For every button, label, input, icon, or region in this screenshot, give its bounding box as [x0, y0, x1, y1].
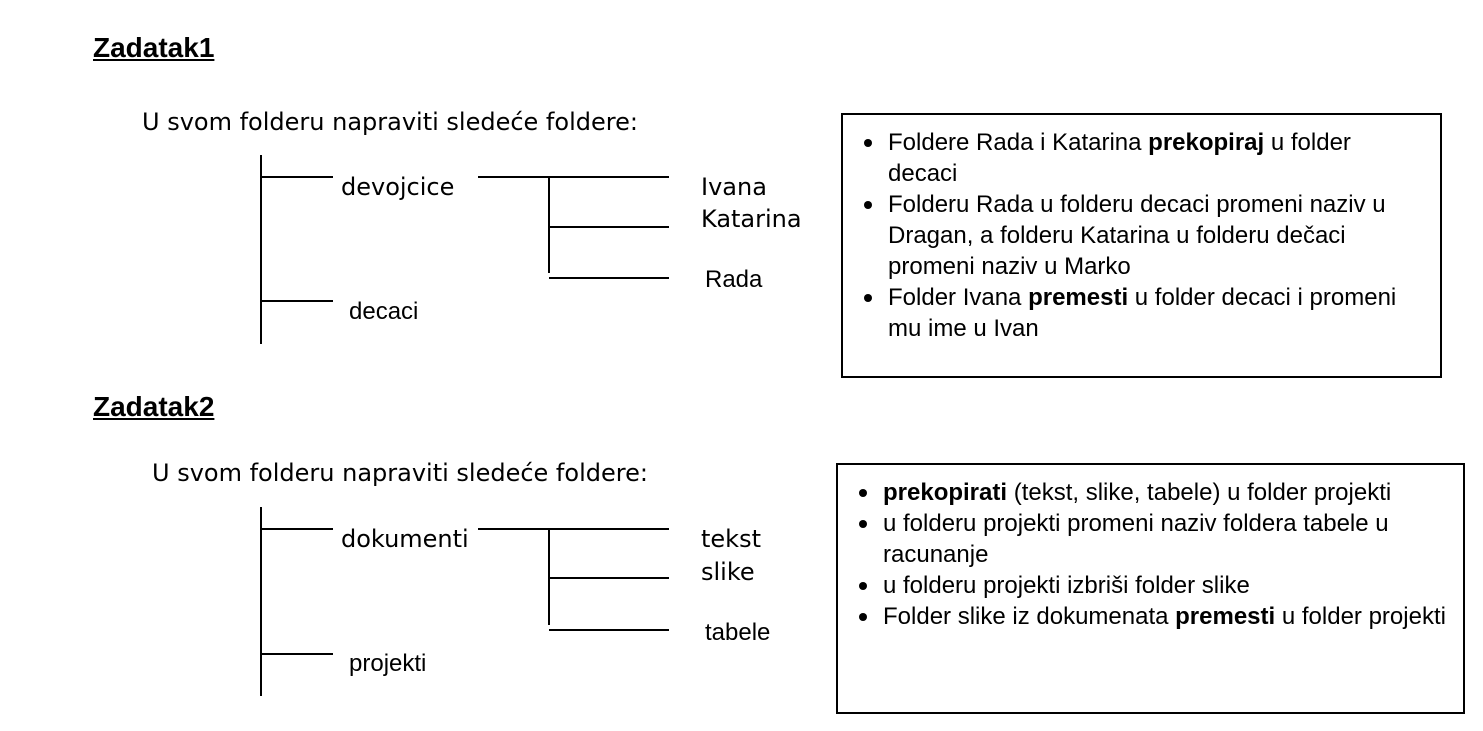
task2-folder-projekti: projekti — [349, 650, 427, 677]
instruction-keyword: prekopirati — [883, 479, 1008, 506]
task2-folder-tekst: tekst — [701, 525, 761, 553]
task2-intro: U svom folderu napraviti sledeće foldere: — [152, 459, 648, 487]
task1-instructions-list — [862, 127, 1424, 344]
task2-folder-tabele: tabele — [705, 619, 771, 646]
task1-folder-decaci: decaci — [349, 298, 419, 325]
task2-folder-slike: slike — [701, 558, 755, 586]
bullet-icon — [864, 294, 872, 302]
instruction-keyword: prekopiraj — [1148, 129, 1265, 156]
task1-tree-lines — [261, 155, 669, 344]
bullet-icon — [859, 613, 867, 621]
instruction-text: u folder decaci — [888, 129, 1351, 187]
task2-folder-dokumenti: dokumenti — [341, 525, 469, 553]
instruction-text: u folder decaci i promeni mu ime u Ivan — [888, 284, 1397, 342]
instruction-text: Foldere Rada i Katarina — [888, 129, 1149, 156]
task2-title: Zadatak2 — [93, 391, 215, 422]
instruction-text: u folder projekti — [1275, 603, 1446, 630]
instruction-text: Folder Ivana — [888, 284, 1029, 311]
task2-instructions-list — [857, 477, 1447, 632]
instruction-item — [862, 127, 1424, 189]
task1-folder-rada: Rada — [705, 266, 763, 293]
bullet-icon — [859, 582, 867, 590]
bullet-icon — [864, 139, 872, 147]
instruction-item — [857, 601, 1447, 632]
task1-folder-katarina: Katarina — [701, 205, 802, 233]
instruction-item — [857, 477, 1447, 508]
instruction-text: Folder slike iz dokumenata — [883, 603, 1176, 630]
task1-title: Zadatak1 — [93, 32, 215, 63]
task1-folder-devojcice: devojcice — [341, 173, 455, 201]
instruction-item — [857, 570, 1447, 601]
task1-folder-ivana: Ivana — [701, 173, 767, 201]
task1-instructions-box — [841, 113, 1442, 378]
instruction-text: u folderu projekti promeni naziv foldera tabele u racunanje — [883, 510, 1389, 568]
instruction-keyword: premesti — [1175, 603, 1276, 630]
instruction-item — [862, 282, 1424, 344]
instruction-keyword: premesti — [1028, 284, 1129, 311]
task1-intro: U svom folderu napraviti sledeće foldere: — [142, 108, 638, 136]
instruction-text: u folderu projekti izbriši folder slike — [883, 572, 1250, 599]
bullet-icon — [864, 201, 872, 209]
instruction-text: Folderu Rada u folderu decaci promeni naziv u Dragan, a folderu Katarina u folderu dečaci promeni naziv u Marko — [888, 191, 1386, 280]
task2-instructions-box — [836, 463, 1465, 714]
instruction-text: (tekst, slike, tabele) u folder projekti — [1007, 479, 1392, 506]
bullet-icon — [859, 520, 867, 528]
bullet-icon — [859, 489, 867, 497]
instruction-item — [857, 508, 1447, 570]
instruction-item — [862, 189, 1424, 282]
